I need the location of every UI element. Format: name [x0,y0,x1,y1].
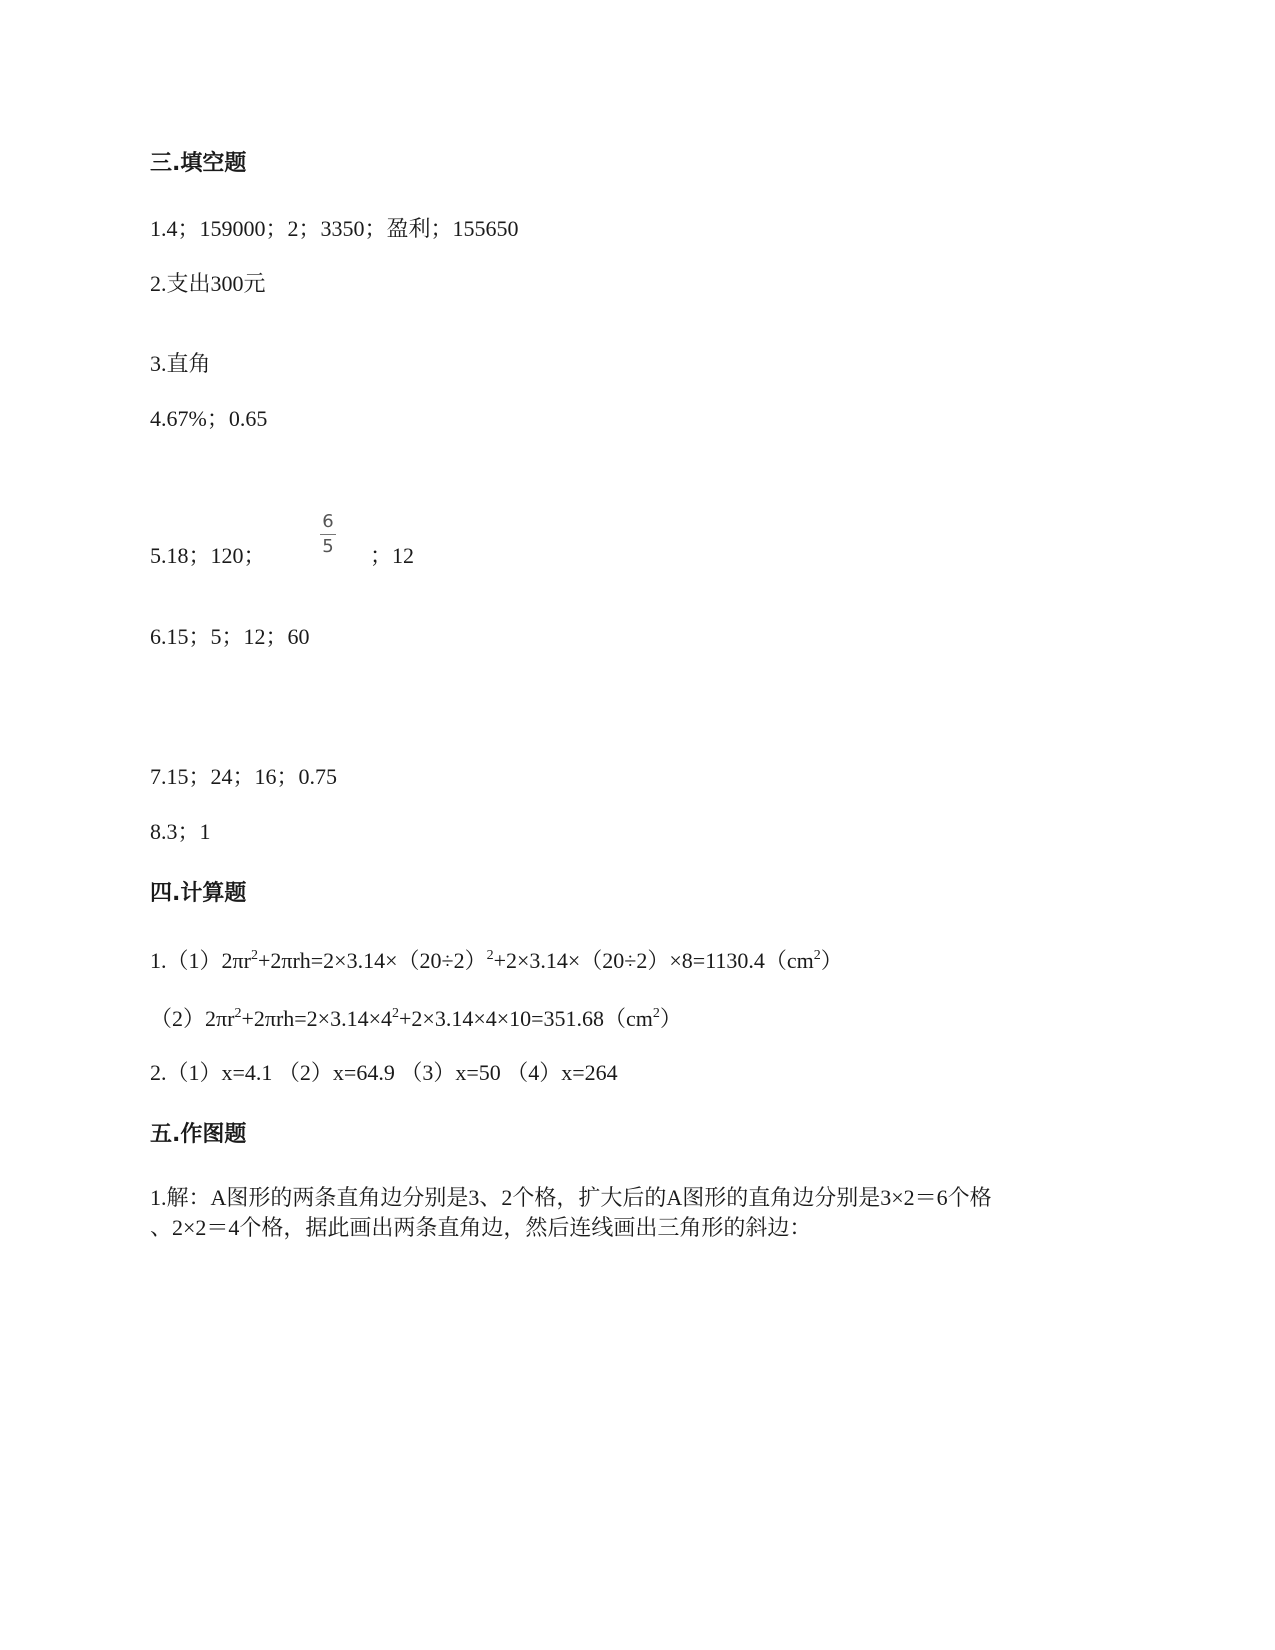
answer-3-1: 1.4；159000；2；3350；盈利；155650 [150,216,519,241]
answer-3-5-prefix: 5.18；120； [150,543,266,568]
section-heading-calculation: 四.计算题 [150,881,247,906]
answer-3-6: 6.15；5；12；60 [150,624,310,649]
answer-4-2: 2.（1）x=4.1 （2）x=64.9 （3）x=50 （4）x=264 [150,1060,618,1085]
formula-part: ） [659,1006,682,1031]
answer-3-3: 3.直角 [150,351,211,376]
exponent: 2 [234,1006,242,1021]
answer-3-5-suffix: ；12 [370,543,415,568]
fraction-bar [320,534,336,535]
section-heading-drawing: 五.作图题 [150,1122,247,1147]
exponent: 2 [486,948,494,963]
formula-part: 1.（1）2πr [150,948,251,973]
answer-3-8: 8.3；1 [150,819,211,844]
answer-3-2: 2.支出300元 [150,271,266,296]
answer-5-1-line1: 1.解：A图形的两条直角边分别是3、2个格，扩大后的A图形的直角边分别是3×2＝6个格 [150,1185,992,1210]
formula-part: +2×3.14×（20÷2）×8=1130.4（cm [493,948,814,973]
exponent: 2 [250,948,258,963]
formula-part: +2×3.14×4×10=351.68（cm [399,1006,653,1031]
formula-part: （2）2πr [150,1006,235,1031]
answer-3-4: 4.67%；0.65 [150,406,268,431]
formula-part: ） [820,948,843,973]
answer-3-7: 7.15；24；16；0.75 [150,764,338,789]
fraction-denominator: 5 [322,536,334,557]
fraction-numerator: 6 [322,511,334,532]
exponent: 2 [392,1006,399,1021]
section-heading-fill-blank: 三.填空题 [150,151,247,176]
answer-5-1-line2: 、2×2＝4个格，据此画出两条直角边，然后连线画出三角形的斜边： [150,1215,812,1240]
answer-5-1 [150,1183,1110,1243]
fraction-image [318,512,338,557]
formula-part: +2πrh=2×3.14×（20÷2） [257,948,487,973]
exponent: 2 [813,948,821,963]
formula-part: +2πrh=2×3.14×4 [241,1006,392,1031]
answer-4-1-line2 [150,1005,682,1033]
exponent: 2 [652,1006,660,1021]
answer-4-1-line1 [150,947,843,975]
